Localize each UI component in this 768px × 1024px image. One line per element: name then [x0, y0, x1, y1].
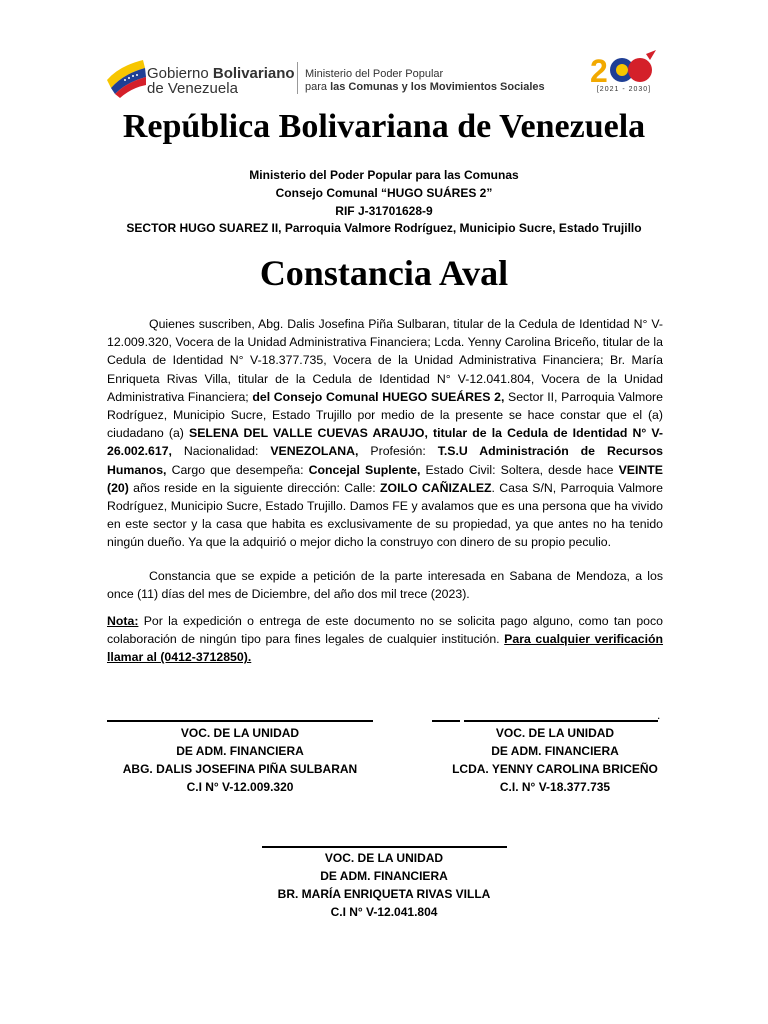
council-line: Consejo Comunal “HUGO SUÁRES 2”	[275, 186, 493, 200]
signature-block-2: VOC. DE LA UNIDAD DE ADM. FINANCIERA LCDA. YENNY CAROLINA BRICEÑO C.I. N° V-18.377.735	[452, 726, 658, 794]
bicentennial-200-icon	[588, 50, 660, 86]
svg-text:2: 2	[590, 53, 608, 86]
country-title: República Bolivariana de Venezuela	[122, 108, 646, 145]
anniversary-years: [2021 - 2030]	[596, 86, 652, 93]
signature-block-1: VOC. DE LA UNIDAD DE ADM. FINANCIERA ABG. DALIS JOSEFINA PIÑA SULBARAN C.I N° V-12.009.320	[122, 726, 358, 794]
ministry-logo-text: Ministerio del Poder Popular para las Comunas y los Movimientos Sociales	[305, 68, 545, 93]
logo-divider	[297, 62, 298, 94]
signature-line-dot: .	[657, 708, 661, 722]
sector-line: SECTOR HUGO SUAREZ II, Parroquia Valmore Rodríguez, Municipio Sucre, Estado Trujillo	[126, 221, 642, 235]
gov-logo-text: Gobierno Bolivariano de Venezuela	[147, 65, 295, 97]
signature-line-1	[107, 720, 373, 722]
signature-line-2a	[432, 720, 460, 722]
gobierno-bolivariano-logo	[105, 58, 565, 98]
document-title: Constancia Aval	[259, 253, 509, 293]
letterhead	[0, 0, 768, 110]
rif-line: RIF J-31701628-9	[335, 204, 433, 218]
body-paragraph-1: Quienes suscriben, Abg. Dalis Josefina Piña Sulbaran, titular de la Cedula de Identidad N° V-12.009.320, Vocera de la Unidad Administrativa Financiera; Lcda. Yenny Carolina Briceño, titular de la Cedula de Identidad N° V-18.377.735, Vocera de la Unidad Administrativa Financiera; Br. María Enriqueta Rivas Villa, titular de la Cedula de Identidad N° V-12.041.804, Vocera de la Unidad Administrativa Financiera; del Consejo Comunal HUEGO SUEÁRES 2, Sector II, Parroquia Valmore Rodríguez, Municipio Sucre, Estado Trujillo por medio de la presente se hace constar que el (a) ciudadano (a) SELENA DEL VALLE CUEVAS ARAUJO, titular de la Cedula de Identidad N° V-26.002.617, Nacionalidad: VENEZOLANA, Profesión: T.S.U Administración de Recursos Humanos, Cargo que desempeña: Concejal Suplente, Estado Civil: Soltera, desde hace VEINTE (20) años reside en la siguiente dirección: Calle: ZOILO CAÑIZALEZ. Casa S/N, Parroquia Valmore Rodríguez, Municipio Sucre, Estado Trujillo. Damos FE y avalamos que es una persona que ha vivido en este sector y la casa que habita es exclusivamente de su propiedad, ya que antes no ha tenido ningún dueño. Ya que la adquirió o mejor dicho la construyo con dinero de su propio peculio.	[107, 317, 663, 550]
venezuela-flag-icon	[105, 58, 147, 98]
ministry-line: Ministerio del Poder Popular para las Comunas	[249, 168, 519, 182]
note-paragraph: Nota: Por la expedición o entrega de este documento no se solicita pago alguno, como tan poco colaboración de ningún tipo para fines legales de cualquier institución. Para cualquier verificación llamar al (0412-3712850).	[107, 614, 664, 665]
signature-line-3	[262, 846, 507, 848]
signature-block-3: VOC. DE LA UNIDAD DE ADM. FINANCIERA BR. MARÍA ENRIQUETA RIVAS VILLA C.I N° V-12.041.804	[277, 851, 491, 919]
signature-line-2b	[464, 720, 658, 722]
body-paragraph-2: Constancia que se expide a petición de la parte interesada en Sabana de Mendoza, a los once (11) días del mes de Diciembre, del año dos mil trece (2023).	[107, 569, 663, 602]
anniversary-logo	[588, 50, 660, 102]
